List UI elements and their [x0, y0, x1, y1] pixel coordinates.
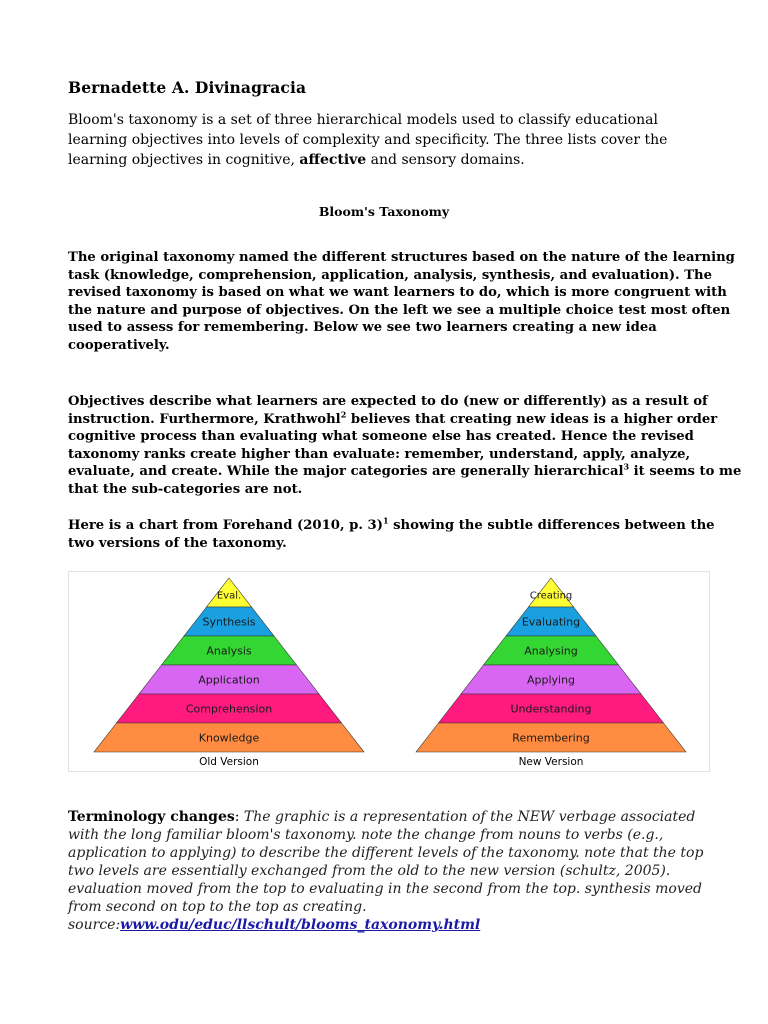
- pyramids-graphic: [69, 572, 711, 773]
- new-pyramid-level-label-5: Remembering: [512, 731, 590, 745]
- intro-paragraph: Bloom's taxonomy is a set of three hierarchical models used to classify educational learning objectives into levels of complexity and specificity. The three lists cover the learning objectives in cognitive, affective and sensory domains.: [68, 112, 668, 168]
- new-pyramid-caption: New Version: [518, 756, 584, 768]
- footnote-ref[interactable]: 1: [382, 515, 389, 526]
- chart-intro-paragraph: Here is a chart from Forehand (2010, p. 3)$^1$ showing the subtle differences between the two versions of the taxonomy.: [68, 515, 715, 551]
- new-pyramid-level-label-3: Applying: [526, 673, 576, 687]
- old-pyramid-caption: Old Version: [199, 756, 259, 768]
- new-pyramid-level-label-2: Analysing: [524, 644, 578, 658]
- section-heading: Bloom's Taxonomy: [318, 204, 450, 219]
- new-pyramid-level-label-1: Evaluating: [521, 615, 581, 629]
- new-pyramid-level-label-4: Understanding: [510, 702, 592, 716]
- old-pyramid-level-label-5: Knowledge: [198, 731, 260, 745]
- taxonomy-comparison-figure: [68, 571, 710, 772]
- footnote-ref[interactable]: 2: [340, 409, 347, 420]
- objectives-paragraph: Objectives describe what learners are expected to do (new or differently) as a result of instruction. Furthermore, Krathwohl$^2$ believes that creating new ideas is a higher order cognitive process than evaluating what someone else has created. Hence the revised taxonomy ranks create higher than evaluate: remember, understand, apply, analyze, evaluate, and create. While the major categories are generally hierarchical$^3$ it seems to me that the sub-categories are not.: [68, 394, 742, 497]
- footnote-ref[interactable]: 3: [623, 461, 630, 472]
- new-pyramid-level-label-0: Creating: [529, 590, 573, 602]
- affective-term: affective: [299, 152, 367, 168]
- old-pyramid-level-label-1: Synthesis: [202, 615, 256, 629]
- terminology-label: Terminology changes: [68, 809, 235, 825]
- old-pyramid-level-label-4: Comprehension: [185, 702, 273, 716]
- old-pyramid-level-label-2: Analysis: [206, 644, 252, 658]
- old-pyramid-level-label-3: Application: [198, 673, 260, 687]
- terminology-paragraph: Terminology changes: The graphic is a representation of the NEW verbage associated with the long familiar bloom's taxonomy. note the change from nouns to verbs (e.g., application to applying) to describe the different levels of the taxonomy. note that the top two levels are essentially exchanged from the old to the new version (schultz, 2005). evaluation moved from the top to evaluating in the second from the top. synthesis moved from second on top to the top as creating. source:www.odu/educ/llschult/blooms_taxonomy.html: [68, 809, 704, 933]
- source-link[interactable]: www.odu/educ/llschult/blooms_taxonomy.html: [120, 917, 481, 933]
- old-pyramid-level-label-0: Eval.: [216, 590, 242, 602]
- author-name: Bernadette A. Divinagracia: [68, 78, 307, 97]
- original-taxonomy-paragraph: The original taxonomy named the different structures based on the nature of the learning task (knowledge, comprehension, application, analysis, synthesis, and evaluation). The revised taxonomy is based on what we want learners to do, which is more congruent with the nature and purpose of objectives. On the left we see a multiple choice test most often used to assess for remembering. Below we see two learners creating a new idea cooperatively.: [68, 250, 735, 353]
